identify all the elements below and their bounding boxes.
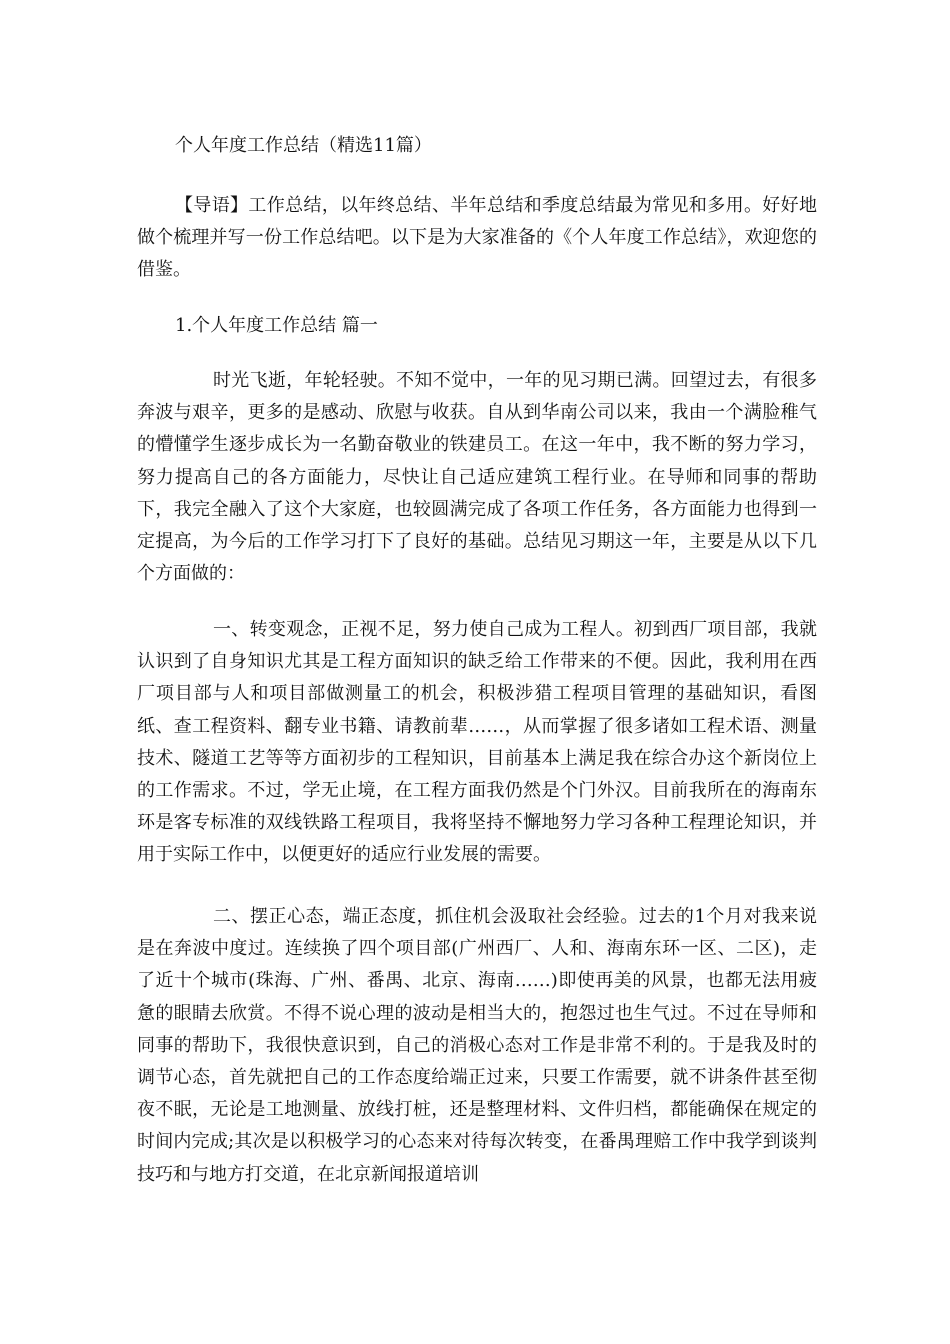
intro-paragraph: 【导语】工作总结，以年终总结、半年总结和季度总结最为常见和多用。好好地做个梳理并写一份工作总结吧。以下是为大家准备的《个人年度工作总结》，欢迎您的借鉴。: [137, 195, 817, 281]
section-heading: 1.个人年度工作总结 篇一: [175, 315, 378, 336]
body-paragraph: 一、转变观念，正视不足，努力使自己成为工程人。初到西厂项目部，我就认识到了自身知识尤其是工程方面知识的缺乏给工作带来的不便。因此，我利用在西厂项目部与人和项目部做测量工的机会，积极涉猎工程项目管理的基础知识，看图纸、查工程资料、翻专业书籍、请教前辈……，从而掌握了很多诸如工程术语、测量技术、隧道工艺等等方面初步的工程知识，目前基本上满足我在综合办这个新岗位上的工作需求。不过，学无止境，在工程方面我仍然是个门外汉。目前我所在的海南东环是客专标准的双线铁路工程项目，我将坚持不懈地努力学习各种工程理论知识，并用于实际工作中，以便更好的适应行业发展的需要。: [137, 619, 817, 866]
body-paragraph: 时光飞逝，年轮轻驶。不知不觉中，一年的见习期已满。回望过去，有很多奔波与艰辛，更多的是感动、欣慰与收获。自从到华南公司以来，我由一个满脸稚气的懵懂学生逐步成长为一名勤奋敬业的铁建员工。在这一年中，我不断的努力学习，努力提高自己的各方面能力，尽快让自己适应建筑工程行业。在导师和同事的帮助下，我完全融入了这个大家庭，也较圆满完成了各项工作任务，各方面能力也得到一定提高，为今后的工作学习打下了良好的基础。总结见习期这一年，主要是从以下几个方面做的：: [137, 370, 817, 585]
document-title: 个人年度工作总结（精选11篇）: [175, 135, 432, 156]
body-paragraph: 二、摆正心态，端正态度，抓住机会汲取社会经验。过去的1个月对我来说是在奔波中度过。连续换了四个项目部(广州西厂、人和、海南东环一区、二区)，走了近十个城市(珠海、广州、番禺、北京、海南……)即使再美的风景，也都无法用疲惫的眼睛去欣赏。不得不说心理的波动是相当大的，抱怨过也生气过。不过在导师和同事的帮助下，我很快意识到，自己的消极心态对工作是非常不利的。于是我及时的调节心态，首先就把自己的工作态度给端正过来，只要工作需要，就不讲条件甚至彻夜不眠，无论是工地测量、放线打桩，还是整理材料、文件归档，都能确保在规定的时间内完成;其次是以积极学习的心态来对待每次转变，在番禺理赔工作中我学到谈判技巧和与地方打交道，在北京新闻报道培训: [137, 906, 817, 1185]
